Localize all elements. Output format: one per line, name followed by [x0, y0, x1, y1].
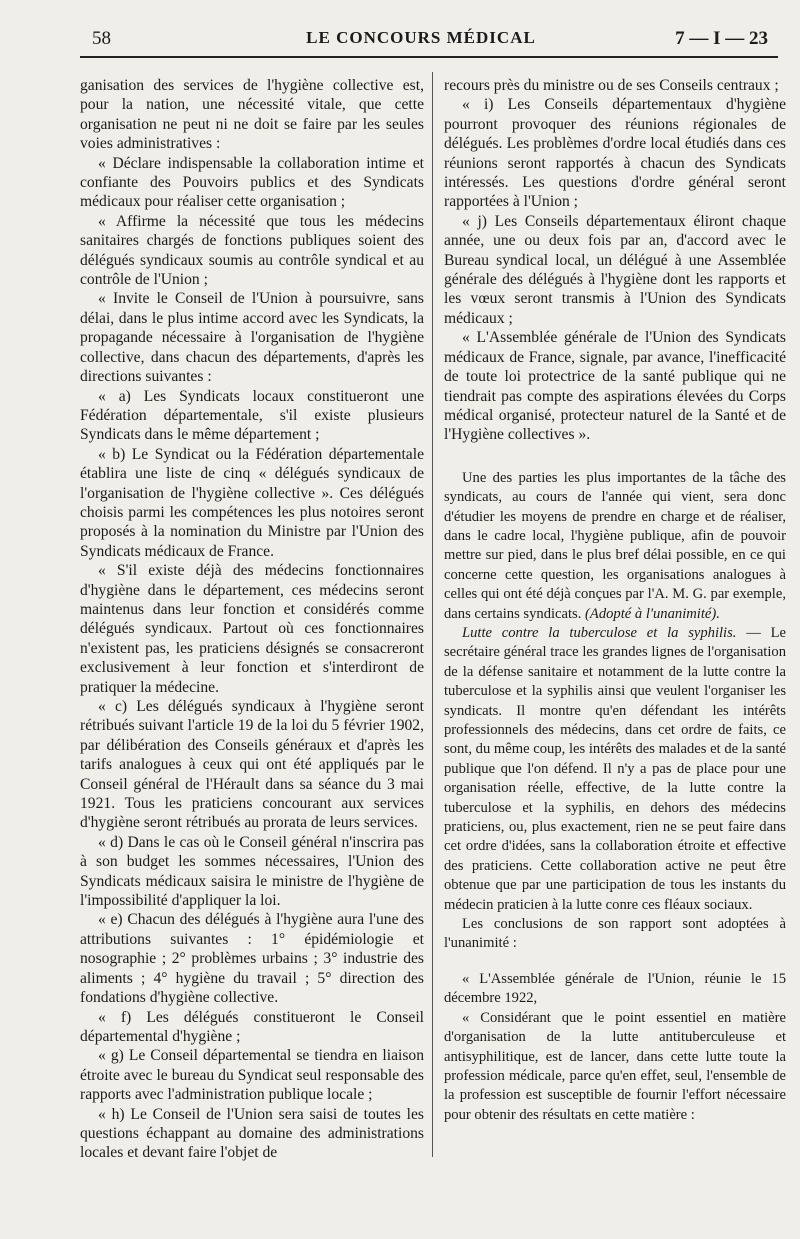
paragraph: « Considérant que le point essentiel en matière d'organisation de la lutte antituberculeuse et antisyphilitique, est de lancer, dans cette lutte toute la profession médicale, parce qu'en effet, seul, l'ensemble de la profession est susceptible de fournir l'effort nécessaire pour obtenir des résultats en cette matière : — [444, 1009, 786, 1123]
column-divider — [432, 72, 433, 1157]
paragraph: « d) Dans le cas où le Conseil général n'inscrira pas à son budget les sommes nécessaires, l'Union des Syndicats médicaux saisira le ministre de l'hygiène de l'impossibilité d'appliquer la loi. — [80, 833, 424, 910]
section-gap — [444, 954, 786, 970]
paragraph — [444, 624, 786, 915]
paragraph: « h) Le Conseil de l'Union sera saisi de toutes les questions échappant au domaine des administrations locales et devant faire l'objet de — [80, 1105, 424, 1162]
paragraph: « c) Les délégués syndicaux à l'hygiène seront rétribués suivant l'article 19 de la loi du 5 février 1902, par délibération des Conseils généraux et d'après les tarifs analogues à ceux qui ont été appliqués par le Conseil général de l'Hérault dans sa séance du 3 mai 1921. Tous les praticiens concourant aux services d'hygiène seront rétribués au prorata de leurs services. — [80, 698, 424, 832]
paragraph: « Invite le Conseil de l'Union à poursuivre, sans délai, dans le plus intime accord avec les Syndicats, la propagande nécessaire à l'organisation de l'hygiène collective, dans chacun des départements, d'après les directions suivantes : — [80, 290, 424, 386]
paragraph: « e) Chacun des délégués à l'hygiène aura l'une des attributions suivantes : 1° épidémiologie et nosographie ; 2° problèmes urbains ; 3° industrie des aliments ; 4° hygiène du travail ; 5° direction des fondations d'hygiène collective. — [80, 911, 424, 1007]
page-header — [70, 28, 772, 52]
paragraph: « Affirme la nécessité que tous les médecins sanitaires chargés de fonctions publiques soient des délégués syndicaux soumis au contrôle syndical et au contrôle de l'Union ; — [80, 212, 424, 289]
paragraph: « i) Les Conseils départementaux d'hygiène pourront provoquer des réunions régionales de délégués. Les problèmes d'ordre local étudiés dans ces réunions seront rapportés à chacun des Syndicats intéressés. Les questions d'ordre général seront rapportées à l'Union ; — [444, 96, 786, 211]
issue-date: 7 — I — 23 — [675, 28, 768, 49]
paragraph: ganisation des services de l'hygiène collective est, pour la nation, une nécessité vitale, que cette organisation ne peut ni ne doit se faire par les seules voies administratives : — [80, 77, 424, 153]
paragraph: « S'il existe déjà des médecins fonctionnaires d'hygiène dans le département, ces médecins seront maintenus dans leur fonction et considérés comme délégués syndicaux. Partout où ces fonctionnaires n'existent pas, les praticiens désignés se consacreront exclusivement à leur fonction et s'interdiront de pratiquer la médecine. — [80, 562, 424, 696]
adoption-note: (Adopté à l'unanimité). — [585, 605, 720, 622]
paragraph: « g) Le Conseil départemental se tiendra en liaison étroite avec le bureau du Syndicat seul responsable des rapports avec l'administration publique locale ; — [80, 1047, 424, 1104]
paragraph: Les conclusions de son rapport sont adoptées à l'unanimité : — [444, 916, 786, 952]
report-section — [444, 469, 786, 1125]
header-rule — [80, 56, 778, 58]
paragraph: « L'Assemblée générale de l'Union, réunie le 15 décembre 1922, — [444, 970, 786, 1007]
left-column — [80, 76, 424, 1163]
paragraph: « f) Les délégués constitueront le Conseil départemental d'hygiène ; — [80, 1008, 424, 1045]
journal-title: LE CONCOURS MÉDICAL — [306, 28, 536, 47]
paragraph: « a) Les Syndicats locaux constitueront une Fédération départementale, s'il existe plusieurs Syndicats dans le même département ; — [80, 387, 424, 444]
paragraph: « b) Le Syndicat ou la Fédération départementale établira une liste de cinq « délégués syndicaux de l'organisation de l'hygiène collective ». Ces délégués choisis parmi les compétences les plus notoires seront proposés à la nomination du Ministre par l'Union des Syndicats médicaux de France. — [80, 445, 424, 560]
section-heading: Lutte contre la tuberculose et la syphilis. — [462, 624, 737, 641]
paragraph — [444, 469, 786, 624]
paragraph: « Déclare indispensable la collaboration intime et confiante des Pouvoirs publics et des Syndicats médicaux pour réaliser cette organisation ; — [80, 154, 424, 211]
paragraph-text: — Le secrétaire général trace les grandes lignes de l'organisation de la défense sanitaire et notamment de la lutte contre la tuberculose et la syphilis ainsi que veulent l'organiser les syndicats. Il montre qu'en défendant les intérêts professionnels des médecins, dans cet ordre de faits, ce sont, du même coup, les intérêts des malades et de la santé publique que l'on défend. Il n'y a pas de place pour une organisation réelle, effective, de la lutte contre la tuberculose et la syphilis, en dehors des médecins praticiens, ou, plus exactement, rien ne se peut faire dans cet ordre d'idées, sans la collaboration étroite et effective des praticiens. Cette collaboration active ne peut être obtenue que par une participation de tous les instants du médecin praticien à la lutte conre ces fléaux sociaux. — [444, 624, 786, 913]
paragraph: recours près du ministre ou de ses Conseils centraux ; — [444, 77, 779, 94]
paragraph: « j) Les Conseils départementaux éliront chaque année, une ou deux fois par an, d'accord avec le Bureau syndical local, un délégué à une Assemblée générale des délégués à l'hygiène dont les rapports et les vœux seront transmis à l'Union des Syndicats médicaux ; — [444, 212, 786, 327]
page-number: 58 — [92, 28, 111, 49]
section-gap — [444, 445, 786, 469]
paragraph: « L'Assemblée générale de l'Union des Syndicats médicaux de France, signale, par avance, l'inefficacité de toute loi protectrice de la santé publique qui ne tiendrait pas compte des aspirations élevées du Corps médical organisé, protecteur naturel de la Santé et de l'Hygiène collectives ». — [444, 329, 786, 444]
right-column — [444, 76, 786, 1125]
paragraph-text: Une des parties les plus importantes de la tâche des syndicats, au cours de l'année qui vient, sera donc d'étudier les moyens de prendre en charge et de réaliser, dans le cadre local, l'hygiène publique, afin de pouvoir mettre sur pied, dans le plus bref délai possible, en ce qui concerne cette question, les organisations analogues à celles qui ont été déjà conçues par l'A. M. G. par exemple, dans certains syndicats. — [444, 469, 786, 622]
